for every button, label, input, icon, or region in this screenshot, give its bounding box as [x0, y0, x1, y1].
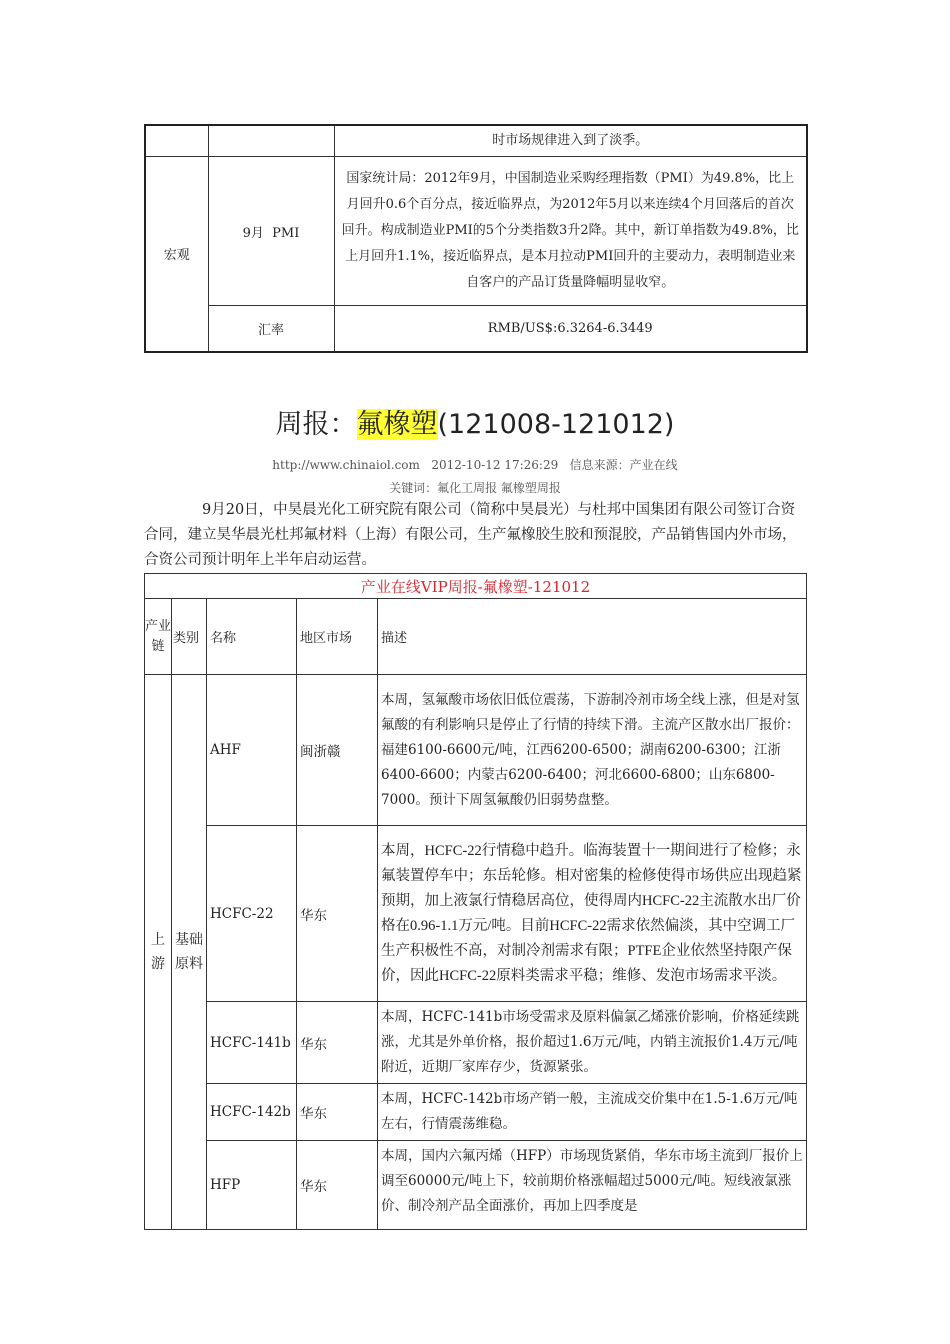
region-cell: 华东 — [297, 1141, 378, 1230]
table-row — [145, 826, 807, 1002]
title-suffix: (121008-121012) — [437, 409, 675, 440]
table-row — [145, 306, 807, 352]
table-cell — [145, 125, 208, 157]
fx-desc-cell: RMB/US$:6.3264-6.3449 — [334, 306, 807, 352]
article-keywords: 关键词：氟化工周报 氟橡塑周报 — [389, 481, 561, 495]
header-name: 名称 — [207, 599, 297, 675]
table-header-row — [145, 599, 807, 675]
region-cell: 闽浙赣 — [297, 675, 378, 826]
chain-cell: 上游 — [145, 675, 172, 1230]
name-cell: AHF — [207, 675, 297, 826]
article-intro: 9月20日，中昊晨光化工研究院有限公司（简称中昊晨光）与杜邦中国集团有限公司签订合资合同，建立昊华晨光杜邦氟材料（上海）有限公司，生产氟橡胶生胶和预混胶，产品销售国内外市场，合资公司预计明年上半年启动运营。 — [144, 502, 797, 568]
pmi-desc-cell: 国家统计局：2012年9月，中国制造业采购经理指数（PMI）为49.8%，比上月回升0.6个百分点，接近临界点，为2012年5月以来连续4个月回落后的首次回升。构成制造业PMI的5个分类指数3升2降。其中，新订单指数为49.8%，比上月回升1.1%，接近临界点，是本月拉动PMI回升的主要动力，表明制造业来自客户的产品订货量降幅明显收窄。 — [334, 157, 807, 306]
name-cell: HCFC-22 — [207, 826, 297, 1002]
desc-cell: 本周，HCFC-22行情稳中趋升。临海装置十一期间进行了检修；永氟装置停车中；东岳轮修。相对密集的检修使得市场供应出现趋紧预期，加上液氯行情稳居高位，使得周内HCFC-22主流散水出厂价格在0.96-1.1万元/吨。目前HCFC-22需求依然偏淡，其中空调工厂生产积极性不高，对制冷剂需求有限；PTFE企业依然坚持限产保价，因此HCFC-22原料类需求平稳；维修、发泡市场需求平淡。 — [378, 826, 807, 1002]
region-cell: 华东 — [297, 1084, 378, 1141]
name-cell: HCFC-141b — [207, 1002, 297, 1084]
table-row — [145, 574, 807, 599]
desc-cell: 本周，HCFC-142b市场产销一般，主流成交价集中在1.5-1.6万元/吨左右，行情震荡维稳。 — [378, 1084, 807, 1141]
category-cell: 基础原料 — [172, 675, 207, 1230]
region-cell: 华东 — [297, 826, 378, 1002]
article-meta: http://www.chinaiol.com 2012-10-12 17:26:29 信息来源：产业在线 — [272, 458, 678, 472]
report-table — [144, 573, 807, 1230]
table-row — [145, 1141, 807, 1230]
report-caption: 产业在线VIP周报-氟橡塑-121012 — [145, 574, 807, 599]
fx-label-cell: 汇率 — [208, 306, 334, 352]
continued-desc-cell: 时市场规律进入到了淡季。 — [334, 125, 807, 157]
desc-cell: 本周，HCFC-141b市场受需求及原料偏氯乙烯涨价影响，价格延续跳涨，尤其是外单价格，报价超过1.6万元/吨，内销主流报价1.4万元/吨附近，近期厂家库存少，货源紧张。 — [378, 1002, 807, 1084]
pmi-label-cell: 9月 PMI — [208, 157, 334, 306]
header-chain: 产业链 — [145, 599, 172, 675]
title-prefix: 周报： — [275, 409, 357, 440]
desc-cell: 本周，国内六氟丙烯（HFP）市场现货紧俏，华东市场主流到厂报价上调至60000元/吨上下，较前期价格涨幅超过5000元/吨。短线液氯涨价、制冷剂产品全面涨价，再加上四季度是 — [378, 1141, 807, 1230]
macro-table — [144, 124, 808, 353]
header-region: 地区市场 — [297, 599, 378, 675]
table-row — [145, 1084, 807, 1141]
title-highlight: 氟橡塑 — [356, 409, 438, 440]
table-row — [145, 1002, 807, 1084]
desc-cell: 本周，氢氟酸市场依旧低位震荡，下游制冷剂市场全线上涨，但是对氢氟酸的有利影响只是停止了行情的持续下滑。主流产区散水出厂报价：福建6100-6600元/吨，江西6200-6500；湖南6200-6300；江浙6400-6600；内蒙古6200-6400；河北6600-6800；山东6800-7000。预计下周氢氟酸仍旧弱势盘整。 — [378, 675, 807, 826]
macro-category-cell: 宏观 — [145, 157, 208, 352]
header-desc: 描述 — [378, 599, 807, 675]
name-cell: HCFC-142b — [207, 1084, 297, 1141]
article-title — [0, 402, 950, 441]
table-cell — [208, 125, 334, 157]
table-row — [145, 125, 807, 157]
table-row — [145, 157, 807, 306]
region-cell: 华东 — [297, 1002, 378, 1084]
name-cell: HFP — [207, 1141, 297, 1230]
table-row — [145, 675, 807, 826]
header-category: 类别 — [172, 599, 207, 675]
